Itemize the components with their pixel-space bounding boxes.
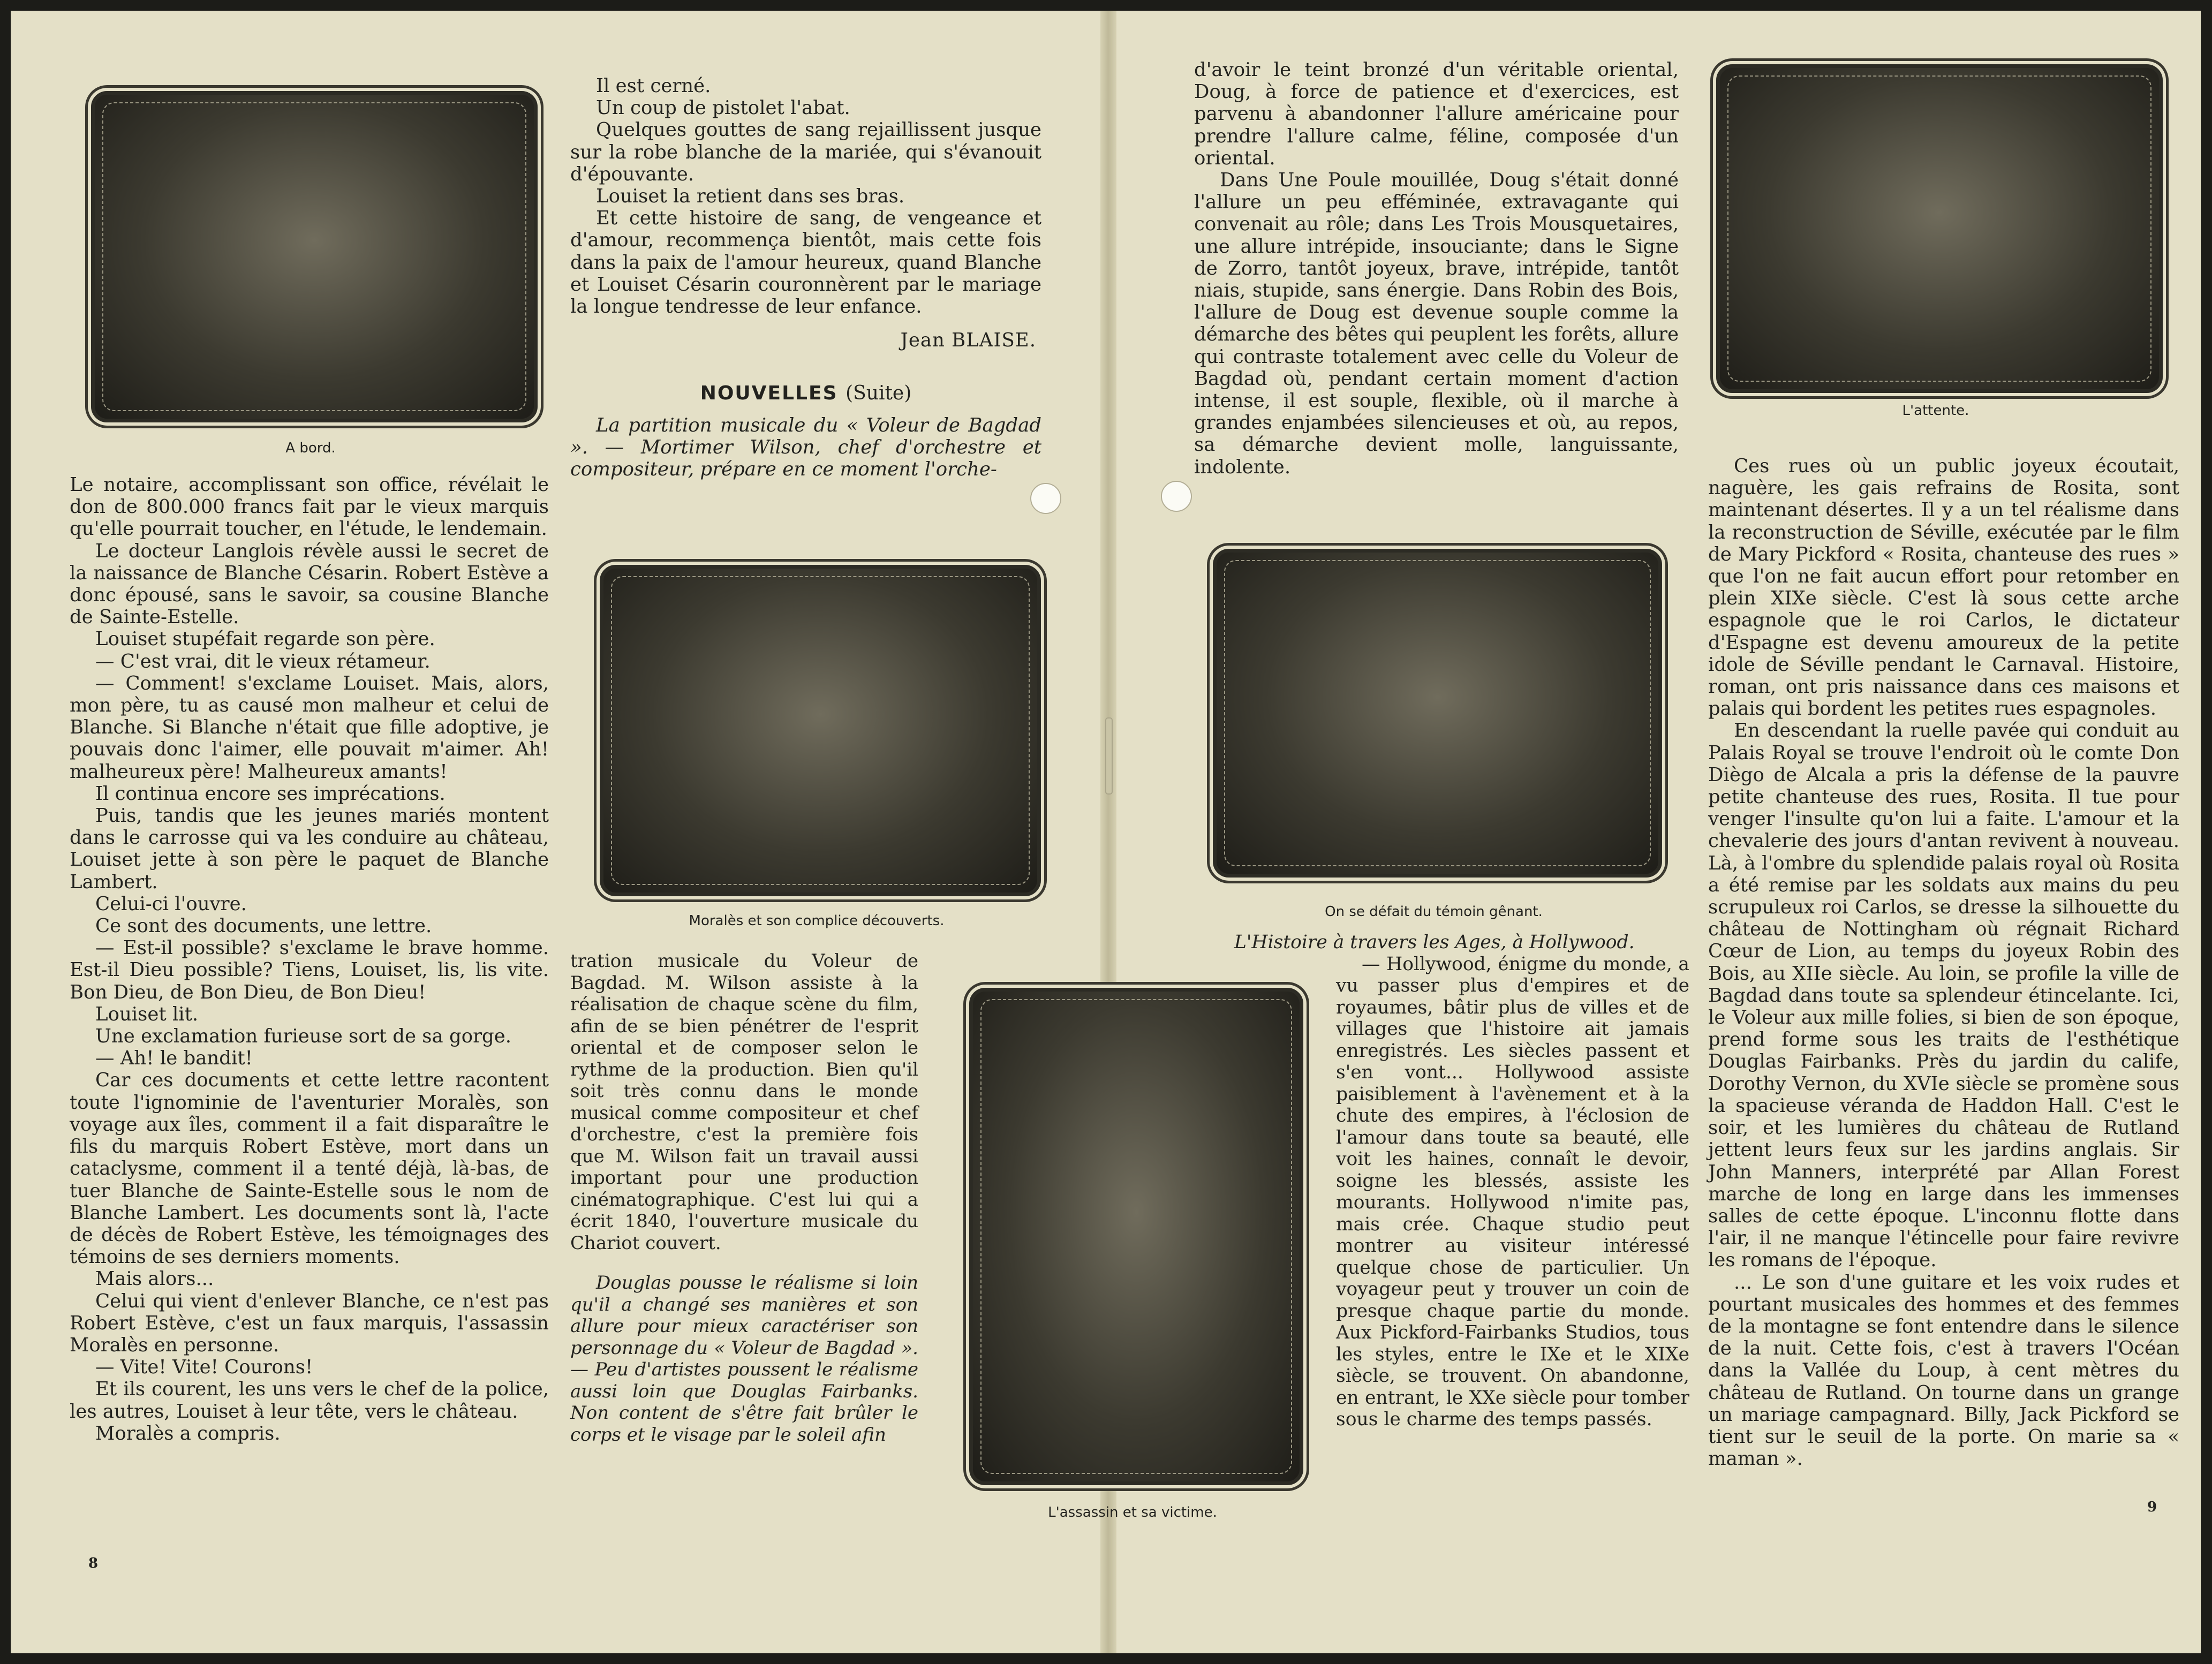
paragraph: En descendant la ruelle pavée qui conduit au Palais Royal se trouve l'endroit où le comte Don Diègo de Alcala a pris la défense de la pauvre petite chanteuse des rues, Rosita. Il tue pour venger l'insulte qu'on lui a faite. L'amour et la chevalerie des jours d'antan revivent à nouveau. Là, à l'ombre du splendide palais royal où Rosita a été remise par les soldats aux mains du peu scrupuleux roi Carlos, se dresse la silhouette du château de Nottingham où régnait Richard Cœur de Lion, au temps du joyeux Robin des Bois, au XIIe siècle. Au loin, se profile la ville de Bagdad dans toute sa splendeur étincelante. Ici, le Voleur aux mille folies, si bien de son époque, prend forme sous les traits de l'esthétique Douglas Fairbanks. Près du jardin du calife, Dorothy Vernon, du XVIe siècle se promène sous la spacieuse véranda de Haddon Hall. C'est le soir, et les lumières du château de Rutland jettent leurs feux sur les jardins anglais. Sir John Manners, interprété par Allan Forest marche de long en large dans les immenses salles de cette époque. L'inconnu flotte dans l'air, il ne manque l'étincelle pour faire revivre les romans de l'époque. <box>1708 720 2179 1272</box>
paragraph: Il continua encore ses imprécations. <box>95 782 446 805</box>
paragraph: Dans Une Poule mouillée, Doug s'était donné l'allure un peu efféminée, extravagante qui convenait au rôle; dans Les Trois Mousquetaires, une allure intrépide, insouciante; dans le Signe de Zorro, tantôt joyeux, brave, intrépide, tantôt niais, stupide, sans énergie. Dans Robin des Bois, l'allure de Doug est devenue souple comme la démarche des bêtes qui peuplent les forêts, allure qui contraste totalement avec celle du Voleur de Bagdad où, pendant certain moment d'action intense, il est souple, flexible, où il marche à grandes enjambées silencieuses et où, au repos, sa démarche devient molle, languissante, indolente. <box>1194 169 1679 478</box>
photo-caption: On se défait du témoin gênant. <box>1325 904 1543 920</box>
page-number: 9 <box>2147 1499 2157 1515</box>
paragraph: Celui-ci l'ouvre. <box>95 892 247 915</box>
heading-suffix: (Suite) <box>845 382 912 405</box>
left-column-1 <box>70 474 549 1444</box>
paragraph: Ces rues où un public joyeux écoutait, naguère, les gais refrains de Rosita, sont maintenant désertes. Il y a un tel réalisme dans la reconstruction de Séville, exécutée par le film de Mary Pickford « Rosita, chanteuse des rues » que l'on ne fait aucun effort pour retomber en plein XIXe siècle. C'est là sous cette arche espagnole que le roi Carlos, le dictateur d'Espagne est devenu amoureux de la petite idole de Séville pendant le Carnaval. Histoire, roman, ont pris naissance dans ces maisons et palais qui bordent les petites rues espagnoles. <box>1708 455 2179 720</box>
paragraph: — Ah! le bandit! <box>95 1047 253 1070</box>
paragraph: Puis, tandis que les jeunes mariés montent dans le carrosse qui va les conduire au château, Louiset jette à son père le paquet de Blanche Lambert. <box>70 805 549 893</box>
paragraph: — Vite! Vite! Courons! <box>95 1356 313 1379</box>
author-signature: Jean BLAISE. <box>900 329 1036 352</box>
page-number: 8 <box>88 1555 99 1571</box>
paragraph: — Comment! s'exclame Louiset. Mais, alors, mon père, tu as causé mon malheur et celui de Blanche. Si Blanche n'était que fille adoptive, je pouvais donc l'aimer, elle pouvait m'aimer. Ah! malheureux père! Malheureux amants! <box>70 672 549 783</box>
photo-caption: Moralès et son complice découverts. <box>689 913 945 929</box>
paragraph: Moralès a compris. <box>95 1422 281 1444</box>
photo-a-bord <box>91 91 538 422</box>
paragraph: Et cette histoire de sang, de vengeance et d'amour, recommença bientôt, mais cette fois dans la paix de l'amour heureux, quand Blanche et Louiset Césarin couronnèrent par le mariage la longue tendresse de leur enfance. <box>570 207 1041 318</box>
right-column-1-news <box>1234 932 1689 1431</box>
section-heading <box>570 382 1041 404</box>
heading-title: NOUVELLES <box>700 382 838 405</box>
news-body: — Hollywood, énigme du monde, a vu passer plus d'empires et de royaumes, bâtir plus de villes et de villages que l'histoire ait jamais enregistrés. Les siècles passent et s'en vont... Hollywood assiste paisiblement à l'avènement et à la chute des empires, à l'éclosion de l'amour dans toute sa beauté, elle voit les haines, connaît le devoir, soigne les blessés, assiste les mourants. Hollywood n'imite pas, mais crée. Chaque studio peut montrer au visiteur intéressé quelque chose de particulier. Un voyageur peut y trouver un coin de presque chaque partie du monde. Aux Pickford-Fairbanks Studios, tous les styles, entre le IXe et le XIXe siècle, se trouvent. On abandonne, en entrant, le XXe siècle pour tomber sous le charme des temps passés. <box>1336 953 1689 1430</box>
paragraph: Il est cerné. <box>596 75 711 97</box>
paragraph: — Est-il possible? s'exclame le brave homme. Est-il Dieu possible? Tiens, Louiset, lis, lis vite. Bon Dieu, de Bon Dieu, de Bon Dieu! <box>70 937 549 1003</box>
paragraph: ... Le son d'une guitare et les voix rudes et pourtant musicales des hommes et des femmes de la montagne se font entendre dans le silence de la nuit. Cette fois, c'est à travers l'Océan dans la Vallée du Loup, à cent mètres du château de Rutland. On tourne dans un grange un mariage campagnard. Billy, Jack Pickford se tient sur le seuil de la porte. On marie sa « maman ». <box>1708 1271 2179 1470</box>
paragraph: Ce sont des documents, une lettre. <box>95 915 432 937</box>
binding-staple <box>1105 717 1113 795</box>
paragraph: Mais alors... <box>95 1268 214 1290</box>
punch-hole <box>1030 483 1061 514</box>
paragraph: Et ils courent, les uns vers le chef de la police, les autres, Louiset à leur tête, vers le château. <box>70 1378 549 1423</box>
paragraph: Quelques gouttes de sang rejaillissent jusque sur la robe blanche de la mariée, qui s'évanouit d'épouvante. <box>570 119 1041 185</box>
right-column-2 <box>1708 455 2179 1470</box>
left-column-2 <box>570 75 1041 480</box>
news-item: Douglas pousse le réalisme si loin qu'il a changé ses manières et son allure pour mieux caractériser son personnage du « Voleur de Bagdad ». — Peu d'artistes poussent le réalisme aussi loin que Douglas Fairbanks. Non content de s'être fait brûler le corps et le visage par le soleil afin <box>570 1272 918 1446</box>
photo-morales-complice <box>600 565 1041 896</box>
paragraph: Celui qui vient d'enlever Blanche, ce n'est pas Robert Estève, c'est un faux marquis, l'assassin Moralès en personne. <box>70 1290 549 1356</box>
photo-attente <box>1716 64 2163 393</box>
photo-caption: A bord. <box>285 440 336 456</box>
right-column-1 <box>1194 59 1679 478</box>
news-item-continued: tration musicale du Voleur de Bagdad. M. Wilson assiste à la réalisation de chaque scène du film, afin de se bien pénétrer de l'esprit oriental et de composer selon le rythme de la production. Bien qu'il soit très connu dans le monde musical comme compositeur et chef d'orchestre, c'est la première fois que M. Wilson fait un travail aussi important pour une production cinématographique. C'est lui qui a écrit 1840, l'ouverture musicale du Chariot couvert. <box>570 950 918 1254</box>
paragraph: Louiset la retient dans ses bras. <box>596 185 905 208</box>
paragraph: Louiset lit. <box>95 1003 199 1025</box>
paragraph: Une exclamation furieuse sort de sa gorge. <box>95 1025 512 1048</box>
news-title: L'Histoire à travers les Ages, à Hollywood. <box>1234 932 1635 953</box>
photo-temoin-genant <box>1213 549 1662 878</box>
paragraph: — C'est vrai, dit le vieux rétameur. <box>95 650 431 672</box>
photo-assassin-victime <box>969 988 1303 1485</box>
photo-caption: L'attente. <box>1902 403 1969 419</box>
paragraph: d'avoir le teint bronzé d'un véritable oriental, Doug, à force de patience et d'exercices, est parvenu à abandonner l'allure américaine pour prendre l'allure calme, féline, composée d'un oriental. <box>1194 59 1679 169</box>
photo-caption: L'assassin et sa victime. <box>1048 1504 1217 1521</box>
news-item: La partition musicale du « Voleur de Bagdad ». — Mortimer Wilson, chef d'orchestre et compositeur, prépare en ce moment l'orche- <box>570 414 1041 481</box>
punch-hole <box>1161 481 1192 512</box>
paragraph: Un coup de pistolet l'abat. <box>596 97 850 119</box>
paragraph: Car ces documents et cette lettre racontent toute l'ignominie de l'aventurier Moralès, son voyage aux îles, comment il a fait disparaître le fils du marquis Robert Estève, mort dans un cataclysme, comment il a tenté déjà, là-bas, de tuer Blanche de Sainte-Estelle sous le nom de Blanche Lambert. Les documents sont là, l'acte de décès de Robert Estève, les témoignages des témoins de ses derniers moments. <box>70 1069 549 1268</box>
paragraph: Le notaire, accomplissant son office, révélait le don de 800.000 francs fait par le vieux marquis qu'elle pourrait toucher, en l'étude, le lendemain. <box>70 474 549 540</box>
paragraph: Louiset stupéfait regarde son père. <box>95 628 435 651</box>
paragraph: Le docteur Langlois révèle aussi le secret de la naissance de Blanche Césarin. Robert Estève a donc épousé, sans le savoir, sa cousine Blanche de Sainte-Estelle. <box>70 540 549 629</box>
left-column-2-continued <box>570 950 918 1446</box>
